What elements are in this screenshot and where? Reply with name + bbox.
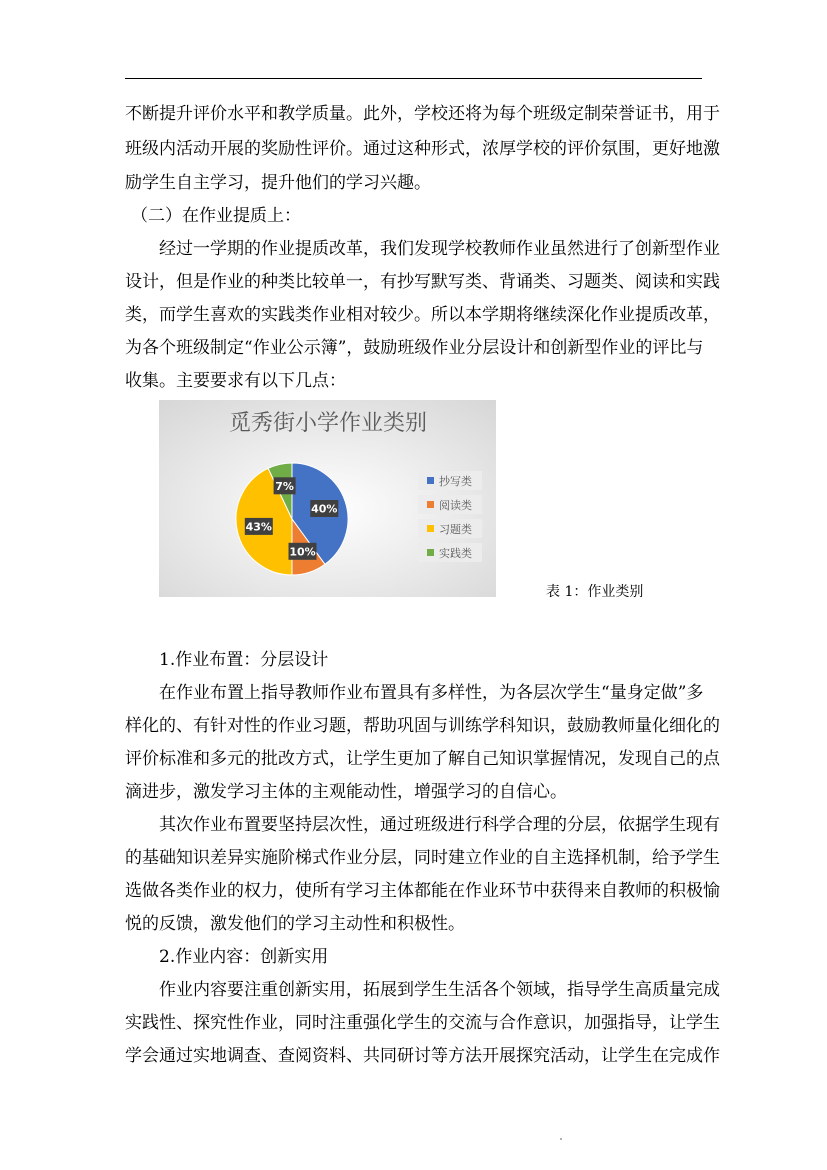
paragraph-line: 选做各类作业的权力，使所有学习主体都能在作业环节中获得来自教师的积极愉 [125, 881, 720, 901]
header-rule [125, 78, 702, 79]
subsection-heading: 2.作业内容：创新实用 [159, 947, 329, 967]
legend-entry [418, 495, 482, 514]
pie-data-label [274, 477, 296, 494]
legend-swatch [427, 525, 434, 532]
legend-swatch [427, 477, 434, 484]
legend-label: 习题类 [439, 523, 472, 536]
paragraph-line: 的基础知识差异实施阶梯式作业分层，同时建立作业的自主选择机制，给予学生 [125, 848, 720, 868]
legend-swatch [427, 549, 434, 556]
legend-entry [418, 471, 482, 490]
paragraph-line: 悦的反馈，激发他们的学习主动性和积极性。 [125, 914, 465, 934]
legend-label: 实践类 [439, 547, 472, 560]
legend-entry [418, 543, 482, 562]
legend-entry [418, 519, 482, 538]
pie-data-label [289, 543, 317, 560]
pie-data-label [310, 500, 338, 517]
legend-swatch [427, 501, 434, 508]
paragraph-line: 滴进步，激发学习主体的主观能动性，增强学习的自信心。 [125, 782, 567, 802]
pie-data-label-text: 40% [311, 502, 338, 516]
paragraph-line: 实践性、探究性作业，同时注重强化学生的交流与合作意识，加强指导，让学生 [125, 1013, 720, 1033]
paragraph-line: 作业内容要注重创新实用，拓展到学生生活各个领域，指导学生高质量完成 [159, 980, 720, 1000]
footer-mark [560, 1138, 562, 1140]
paragraph-line: 类，而学生喜欢的实践类作业相对较少。所以本学期将继续深化作业提质改革， [125, 305, 720, 325]
paragraph-line: 样化的、有针对性的作业习题，帮助巩固与训练学科知识，鼓励教师量化细化的 [125, 716, 720, 736]
paragraph-line: 经过一学期的作业提质改革，我们发现学校教师作业虽然进行了创新型作业 [159, 239, 720, 259]
paragraph-line: 其次作业布置要坚持层次性，通过班级进行科学合理的分层，依据学生现有 [159, 815, 720, 835]
figure-caption: 表 1：作业类别 [546, 584, 644, 600]
pie-chart-svg [159, 400, 496, 597]
pie-chart [159, 400, 496, 597]
paragraph-line: 收集。主要要求有以下几点： [125, 371, 346, 391]
legend-label: 阅读类 [439, 499, 472, 512]
paragraph-line: 不断提升评价水平和教学质量。此外，学校还将为每个班级定制荣誉证书，用于 [125, 104, 720, 124]
pie-data-label-text: 43% [245, 520, 272, 534]
paragraph-line: 评价标准和多元的批改方式，让学生更加了解自己知识掌握情况，发现自己的点 [125, 749, 720, 769]
legend-label: 抄写类 [439, 475, 472, 488]
subsection-heading: 1.作业布置：分层设计 [159, 650, 329, 670]
paragraph-line: 励学生自主学习，提升他们的学习兴趣。 [125, 173, 431, 193]
paragraph-line: 学会通过实地调查、查阅资料、共同研讨等方法开展探究活动，让学生在完成作 [125, 1046, 720, 1066]
paragraph-line: 设计，但是作业的种类比较单一，有抄写默写类、背诵类、习题类、阅读和实践 [125, 272, 720, 292]
section-heading: （二）在作业提质上： [131, 206, 301, 226]
paragraph-line: 在作业布置上指导教师作业布置具有多样性，为各层次学生“量身定做”多 [159, 683, 704, 703]
pie-data-label-text: 7% [275, 479, 294, 493]
paragraph-line: 为各个班级制定“作业公示簿”，鼓励班级作业分层设计和创新型作业的评比与 [125, 338, 704, 358]
pie-data-label-text: 10% [289, 545, 316, 559]
pie-data-label [245, 518, 273, 535]
paragraph-line: 班级内活动开展的奖励性评价。通过这种形式，浓厚学校的评价氛围，更好地激 [125, 139, 720, 159]
chart-title: 觅秀街小学作业类别 [228, 411, 428, 436]
